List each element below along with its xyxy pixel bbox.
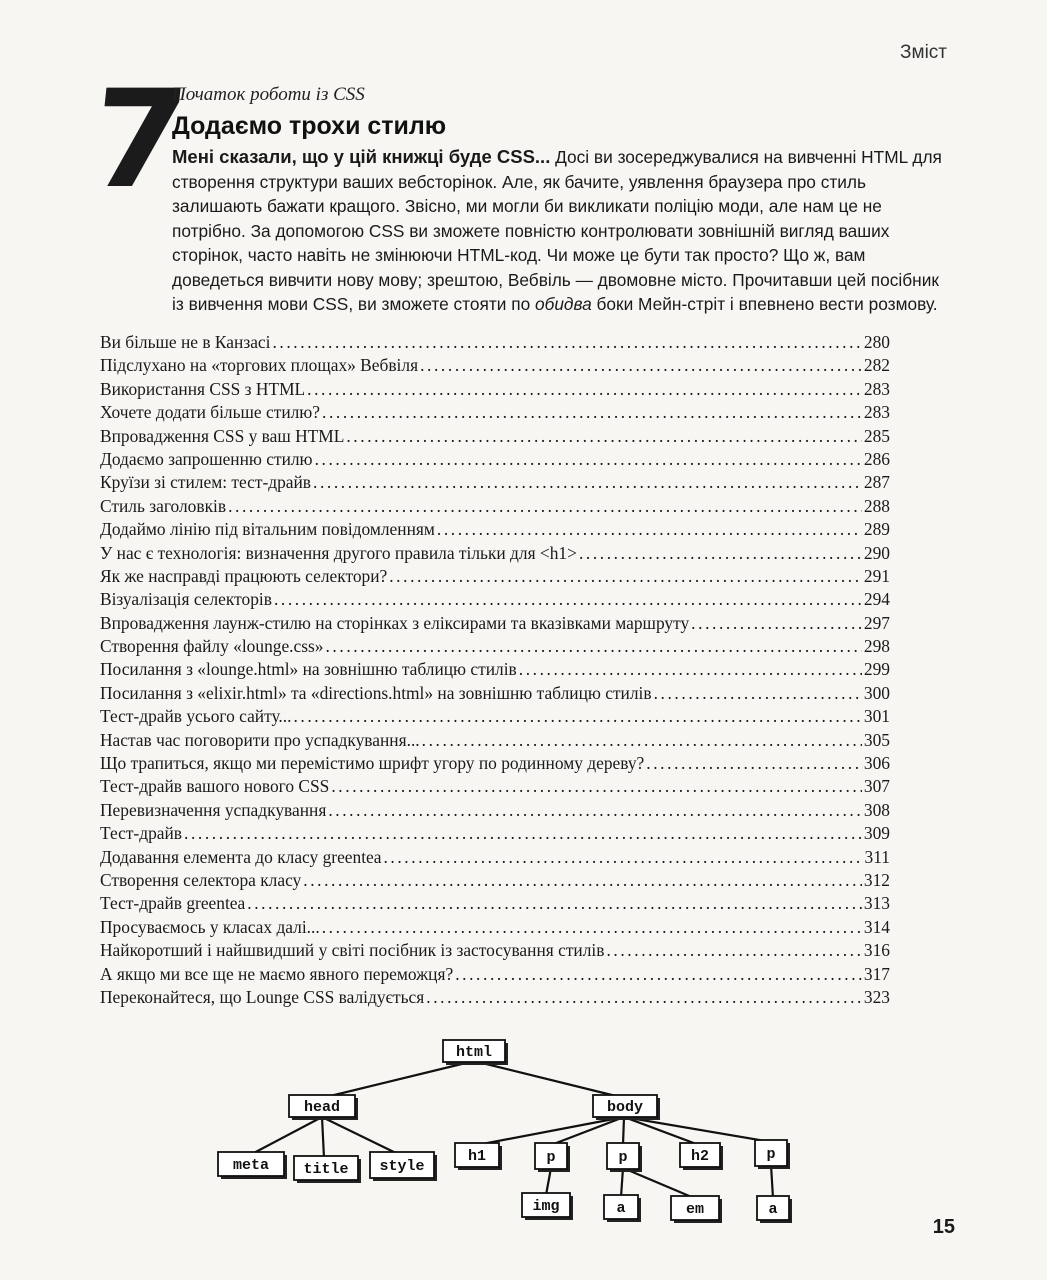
tree-node-style (370, 1152, 437, 1181)
intro-emphasis: обидва (534, 294, 592, 314)
toc-entry-page: 313 (863, 893, 890, 914)
toc-entry-title: Створення файлу «lounge.css» (100, 636, 324, 657)
tree-node-title (294, 1156, 361, 1183)
tree-node-label: em (685, 1201, 705, 1218)
toc-entry-title: Тест-драйв усього сайту... (100, 706, 292, 727)
tree-node-head (289, 1095, 358, 1120)
toc-entry-title: Посилання з «lounge.html» на зовнішню таблицю стилів (100, 659, 517, 680)
toc-entry-page: 323 (863, 986, 890, 1007)
tree-node-a1 (604, 1195, 641, 1222)
intro-text-2: боки Мейн-стріт і впевнено вести розмову. (591, 294, 938, 314)
toc-entry-title: Впровадження CSS у ваш HTML (100, 425, 345, 446)
toc-entry-title: Просуваємось у класах далі... (100, 916, 320, 937)
toc-entry-title: А якщо ми все ще не маємо явного переможця? (100, 963, 454, 984)
toc-entry-page: 309 (863, 823, 890, 844)
toc-entry-page: 300 (863, 682, 890, 703)
toc-entry-title: Посилання з «elixir.html» та «directions.html» на зовнішню таблицю стилів (100, 682, 652, 703)
intro-text-1: Досі ви зосереджувалися на вивченні HTML для створення структури ваших вебсторінок. Але, як бачите, уявлення браузера про стиль залишають бажати кращого. Звісно, ми могли би викликати поліцію моди, але нам це не потрібно. За допомогою CSS ви зможете повністю контролювати зовнішній вигляд ваших сторінок, часто навіть не змінюючи HTML-код. Чи може це бути так просто? Що ж, вам доведеться вивчити нову мову; зрештою, Вебвіль — двомовне місто. Прочитавши цей посібник із вивчення мови CSS, ви зможете стояти по (172, 147, 942, 314)
tree-node-p2 (607, 1143, 642, 1172)
tree-node-label: title (303, 1161, 349, 1178)
tree-node-label: p (766, 1146, 776, 1163)
chapter-kicker: Початок роботи із CSS (172, 84, 365, 105)
toc-entry-page: 317 (863, 963, 890, 984)
tree-node-em (671, 1196, 722, 1223)
toc-entry-page: 289 (863, 519, 890, 540)
tree-node-label: body (606, 1099, 644, 1116)
tree-node-label: a (768, 1201, 778, 1218)
chapter-number: 7 (83, 61, 191, 218)
toc-entry-page: 314 (863, 916, 890, 937)
tree-node-label: head (303, 1099, 341, 1116)
toc-entry-title: Впровадження лаунж-стилю на сторінках з еліксирами та вказівками маршруту (100, 612, 690, 633)
toc-entry-title: Стиль заголовків (100, 495, 227, 516)
tree-node-label: p (546, 1149, 556, 1166)
tree-node-html (443, 1040, 508, 1065)
tree-node-h2 (680, 1143, 723, 1170)
toc-entry-page: 316 (863, 940, 890, 961)
toc-entry-page: 308 (863, 799, 890, 820)
toc-entry-title: Створення селектора класу (100, 869, 302, 890)
tree-node-label: style (379, 1158, 425, 1175)
tree-node-label: html (455, 1044, 493, 1061)
toc-entry-title: Настав час поговорити про успадкування... (100, 729, 420, 750)
chapter-title: Додаємо трохи стилю (172, 112, 447, 140)
toc-entry-title: Тест-драйв вашого нового CSS (100, 776, 330, 797)
toc-entry-title: Використання CSS з HTML (100, 378, 306, 399)
toc-entry-title: Підслухано на «торгових площах» Вебвіля (100, 355, 419, 376)
toc-entry-title: Як же насправді працюють селектори? (100, 565, 388, 586)
toc-entry-page: 291 (863, 565, 890, 586)
toc-entry-page: 288 (863, 495, 890, 516)
tree-node-label: h1 (467, 1148, 487, 1165)
tree-node-img (522, 1193, 573, 1220)
tree-node-h1 (455, 1143, 502, 1170)
toc-entry-page: 301 (863, 706, 890, 727)
toc-entry-title: Додавання елемента до класу greentea (100, 846, 382, 867)
toc-entry-title: У нас є технологія: визначення другого правила тільки для <h1> (100, 542, 577, 563)
toc-entry-page: 307 (863, 776, 890, 797)
toc-entry-title: Додаємо запрошенню стилю (100, 448, 313, 469)
toc-entry-page: 280 (863, 332, 890, 352)
toc-entry-page: 306 (863, 753, 890, 774)
toc-entry-title: Найкоротший і найшвидший у світі посібник із застосування стилів (100, 940, 605, 961)
running-header: Зміст (900, 42, 947, 63)
toc-entry-page: 298 (863, 636, 890, 657)
toc-entry-page: 287 (863, 472, 890, 493)
toc-entry-title: Візуалізація селекторів (100, 589, 272, 610)
tree-node-label: meta (232, 1157, 270, 1174)
toc-entry-title: Круїзи зі стилем: тест-драйв (100, 472, 312, 493)
intro-lead: Мені сказали, що у цій книжці буде CSS... (172, 146, 551, 167)
toc-entry-page: 312 (863, 869, 890, 890)
toc-entry-page: 282 (863, 355, 890, 376)
toc-entry-page: 285 (863, 425, 890, 446)
toc-entry-title: Додаймо лінію під вітальним повідомленням (100, 519, 435, 540)
tree-node-p1 (535, 1143, 570, 1172)
toc-entry-page: 294 (863, 589, 890, 610)
toc-entry-title: Що трапиться, якщо ми перемістимо шрифт угору по родинному дереву? (100, 753, 645, 774)
toc-entry-title: Перевизначення успадкування (100, 799, 327, 820)
tree-node-label: p (618, 1149, 628, 1166)
toc-entry-page: 286 (863, 448, 890, 469)
toc-entry-page: 311 (864, 846, 890, 867)
toc-entry-page: 297 (863, 612, 890, 633)
tree-node-label: img (532, 1198, 560, 1215)
toc-entry-page: 283 (863, 402, 890, 423)
toc-entry-title: Ви більше не в Канзасі (100, 332, 271, 352)
toc-entry-title: Хочете додати більше стилю? (100, 402, 321, 423)
tree-node-body (593, 1095, 660, 1120)
toc-entry-page: 290 (863, 542, 890, 563)
toc-entry-title: Переконайтеся, що Lounge CSS валідується (100, 986, 425, 1007)
toc-entry-page: 299 (863, 659, 890, 680)
toc-entry-title: Тест-драйв (100, 823, 183, 844)
toc-entry-title: Тест-драйв greentea (100, 893, 246, 914)
page-number: 15 (932, 1216, 955, 1238)
tree-node-p3 (755, 1140, 790, 1169)
tree-node-label: a (616, 1200, 626, 1217)
tree-node-a2 (757, 1196, 792, 1223)
toc-entry-page: 305 (863, 729, 890, 750)
tree-node-meta (218, 1152, 287, 1179)
tree-node-label: h2 (690, 1148, 710, 1165)
toc-entry-page: 283 (863, 378, 890, 399)
